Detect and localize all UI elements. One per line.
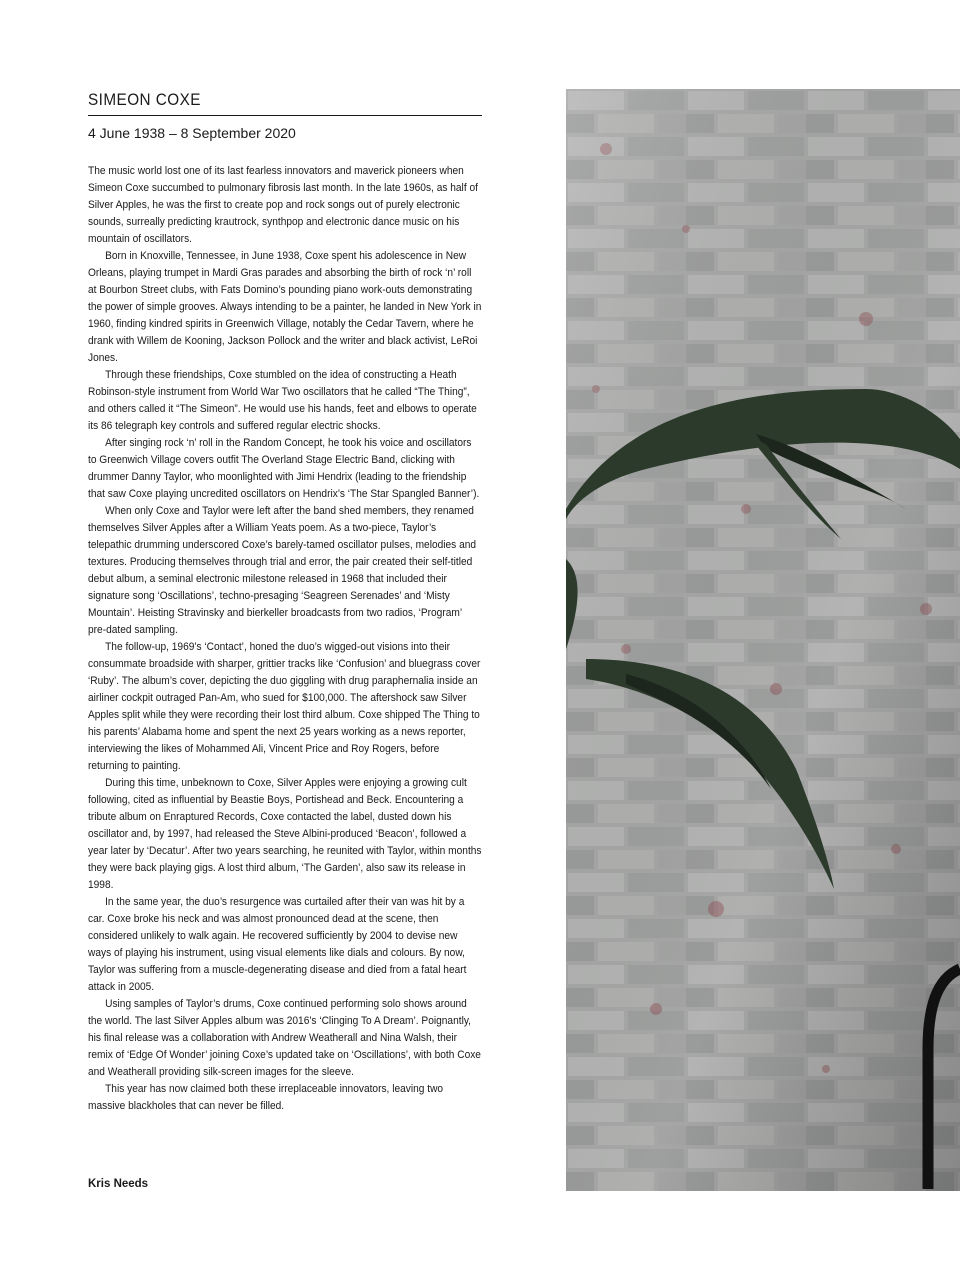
author-byline: Kris Needs — [88, 1178, 149, 1190]
paragraph: In the same year, the duo’s resurgence was curtailed after their van was hit by a car. Coxe broke his neck and was almost pronounced dead at the scene, then considered unlikely to walk again. He recovered sufficiently by 2004 to devise new ways of playing his instrument, using visual elements like dials and colours. By now, Taylor was suffering from a muscle-degenerating disease and died from a fatal heart attack in 2005. — [88, 896, 467, 993]
title-rule — [88, 115, 482, 116]
paragraph: Through these friendships, Coxe stumbled on the idea of constructing a Heath Robinson-style instrument from World War Two oscillators that he called “The Thing”, and others called it “The Simeon”. He would use his hands, feet and elbows to operate its 86 telegraph key controls and suffered regular electric shocks. — [88, 369, 477, 432]
paragraph: This year has now claimed both these irreplaceable innovators, leaving two massive blackholes that can never be filled. — [88, 1083, 444, 1112]
paragraph: When only Coxe and Taylor were left after the band shed members, they renamed themselves Silver Apples after a William Yeats poem. As a two-piece, Taylor’s telepathic drumming underscored Coxe’s barely-tamed oscillator pulses, melodies and textures. Producing themselves through trial and error, the pair created their self-titled debut album, a seminal electronic milestone released in 1968 that included their signature song ‘Oscillations’, techno-presaging ‘Seagreen Serenades’ and ‘Misty Mountain’. Heisting Stravinsky and bierkeller broadcasts from two radios, ‘Program’ pre-dated sampling. — [88, 505, 477, 636]
paragraph: During this time, unbeknown to Coxe, Silver Apples were enjoying a growing cult following, cited as influential by Beastie Boys, Portishead and Beck. Encountering a tribute album on Enraptured Records, Coxe contacted the label, dusted down his oscillator and, by 1997, had released the Steve Albini-produced ‘Beacon’, followed a year later by ‘Decatur’. After two years searching, he reunited with Taylor, within months they were back playing gigs. A lost third album, ‘The Garden’, also saw its release in 1998. — [88, 777, 482, 891]
paragraph: The music world lost one of its last fearless innovators and maverick pioneers when Simeon Coxe succumbed to pulmonary fibrosis last month. In the late 1960s, as half of Silver Apples, he was the first to create pop and rock songs out of purely electronic sounds, surreally predicting krautrock, synthpop and electronic dance music on his mountain of oscillators. — [88, 165, 478, 245]
paragraph: After singing rock ‘n’ roll in the Random Concept, he took his voice and oscillators to Greenwich Village covers outfit The Overland Stage Electric Band, clicking with drummer Danny Taylor, who moonlighted with Jimi Hendrix (leading to the friendship that saw Coxe playing uncredited oscillators on Hendrix’s ‘The Star Spangled Banner’). — [88, 437, 480, 500]
plant-brick-wall-photo — [566, 89, 960, 1191]
article-body — [88, 163, 482, 1115]
paragraph: The follow-up, 1969’s ‘Contact’, honed the duo’s wigged-out visions into their consummate broadside with sharper, grittier tracks like ‘Confusion’ and bluegrass cover ‘Ruby’. The album’s cover, depicting the duo giggling with drug paraphernalia inside an airliner cockpit outraged Pan-Am, who sued for $100,000. The aftershock saw Silver Apples split while they were recording their lost third album. Coxe shipped The Thing to his parents’ Alabama home and spent the next 25 years working as a news reporter, interviewing the likes of Mohammed Ali, Vincent Price and Roy Rogers, before returning to painting. — [88, 641, 481, 772]
paragraph: Born in Knoxville, Tennessee, in June 1938, Coxe spent his adolescence in New Orleans, playing trumpet in Mardi Gras parades and absorbing the birth of rock ‘n’ roll at Bourbon Street clubs, with Fats Domino’s pounding piano work-outs demonstrating the power of simple grooves. Always intending to be a painter, he landed in New York in 1960, finding kindred spirits in Greenwich Village, notably the Cedar Tavern, where he drank with Willem de Kooning, Jackson Pollock and the writer and black activist, LeRoi Jones. — [88, 250, 482, 364]
paragraph: Using samples of Taylor’s drums, Coxe continued performing solo shows around the world. The last Silver Apples album was 2016’s ‘Clinging To A Dream’. Poignantly, his final release was a collaboration with Andrew Weatherall and Nina Walsh, their remix of ‘Edge Of Wonder’ joining Coxe’s updated take on ‘Oscillations’, with both Coxe and Weatherall providing silk-screen images for the sleeve. — [88, 998, 481, 1078]
photo-illustration — [566, 89, 960, 1191]
obituary-title: SIMEON COXE — [88, 90, 201, 109]
life-dates: 4 June 1938 – 8 September 2020 — [88, 125, 296, 141]
